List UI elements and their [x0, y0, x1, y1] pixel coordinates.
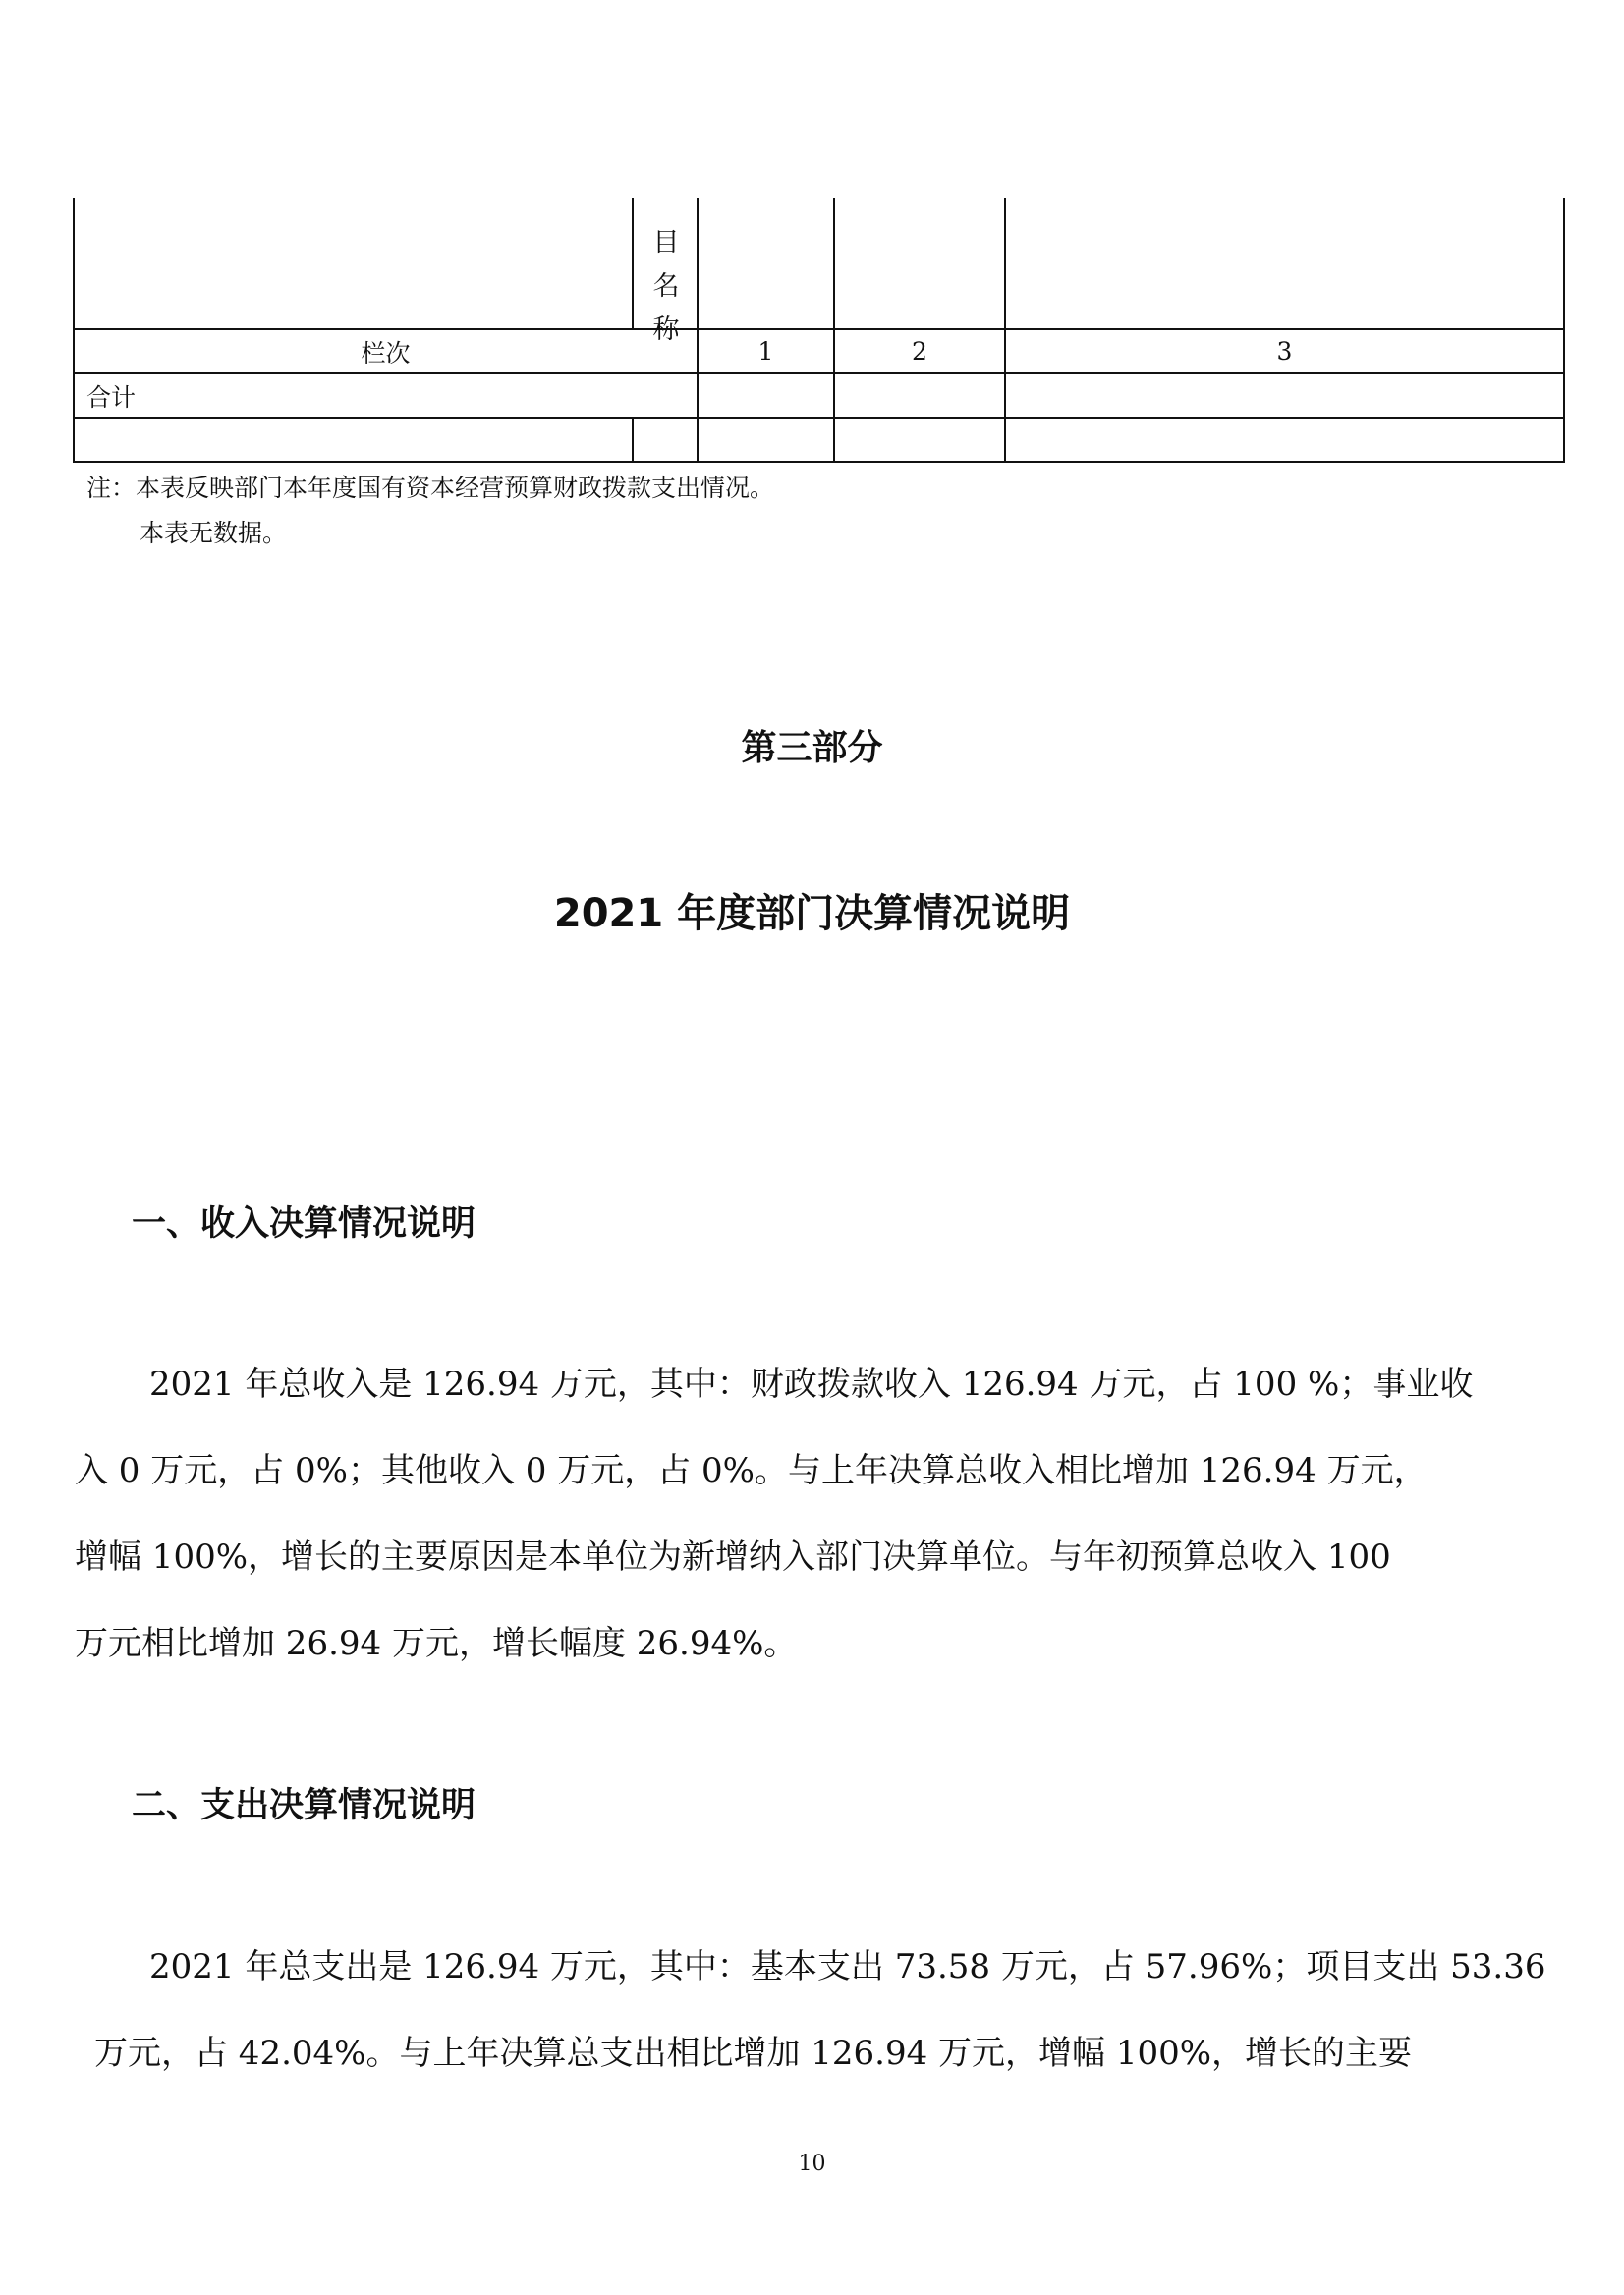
table-header-row — [74, 198, 1564, 329]
paragraph-line: 万元相比增加 26.94 万元，增长幅度 26.94%。 — [75, 1624, 798, 1663]
main-title: 2021 年度部门决算情况说明 — [553, 891, 1071, 936]
column-index-2: 2 — [834, 329, 1005, 373]
paragraph-line: 入 0 万元，占 0%；其他收入 0 万元，占 0%。与上年决算总收入相比增加 126.94 万元， — [75, 1451, 1428, 1490]
header-cell — [698, 198, 834, 329]
budget-table-fragment — [73, 198, 1563, 463]
paragraph-line: 2021 年总收入是 126.94 万元，其中：财政拨款收入 126.94 万元，占 100 %；事业收 — [149, 1365, 1474, 1404]
table-note — [86, 466, 774, 556]
header-cell — [74, 198, 633, 329]
page-number: 10 — [798, 2152, 826, 2176]
table-cell — [1005, 418, 1564, 462]
part-title: 第三部分 — [741, 728, 883, 768]
header-char: 名 — [652, 271, 680, 302]
note-line-1: 注：本表反映部门本年度国有资本经营预算财政拨款支出情况。 — [86, 474, 775, 502]
column-index-label: 栏次 — [74, 329, 698, 373]
table-cell — [698, 373, 834, 418]
section-heading-income: 一、收入决算情况说明 — [132, 1204, 476, 1244]
column-index-3: 3 — [1005, 329, 1564, 373]
table-cell — [1005, 373, 1564, 418]
budget-table — [73, 198, 1565, 463]
column-index-1: 1 — [698, 329, 834, 373]
note-line-2: 本表无数据。 — [140, 519, 288, 547]
table-row-total — [74, 373, 1564, 418]
header-char: 目 — [652, 228, 680, 258]
table-row-column-index — [74, 329, 1564, 373]
table-cell — [698, 418, 834, 462]
table-row-empty — [74, 418, 1564, 462]
paragraph-income — [75, 1341, 1511, 1687]
header-cell — [834, 198, 1005, 329]
paragraph-line: 2021 年总支出是 126.94 万元，其中：基本支出 73.58 万元，占 57.96%；项目支出 53.36 — [149, 1947, 1546, 1987]
header-cell-vertical — [633, 198, 698, 345]
table-cell — [633, 418, 698, 462]
table-cell — [834, 373, 1005, 418]
paragraph-line: 万元，占 42.04%。与上年决算总支出相比增加 126.94 万元，增幅 100%，增长的主要 — [94, 2034, 1413, 2073]
header-cell — [1005, 198, 1564, 329]
section-heading-expenditure: 二、支出决算情况说明 — [132, 1786, 476, 1825]
paragraph-line: 增幅 100%，增长的主要原因是本单位为新增纳入部门决算单位。与年初预算总收入 100 — [75, 1538, 1391, 1577]
header-char: 称 — [652, 314, 680, 345]
total-label: 合计 — [74, 373, 698, 418]
table-cell — [834, 418, 1005, 462]
table-cell — [74, 418, 633, 462]
paragraph-expenditure — [75, 1924, 1546, 2097]
